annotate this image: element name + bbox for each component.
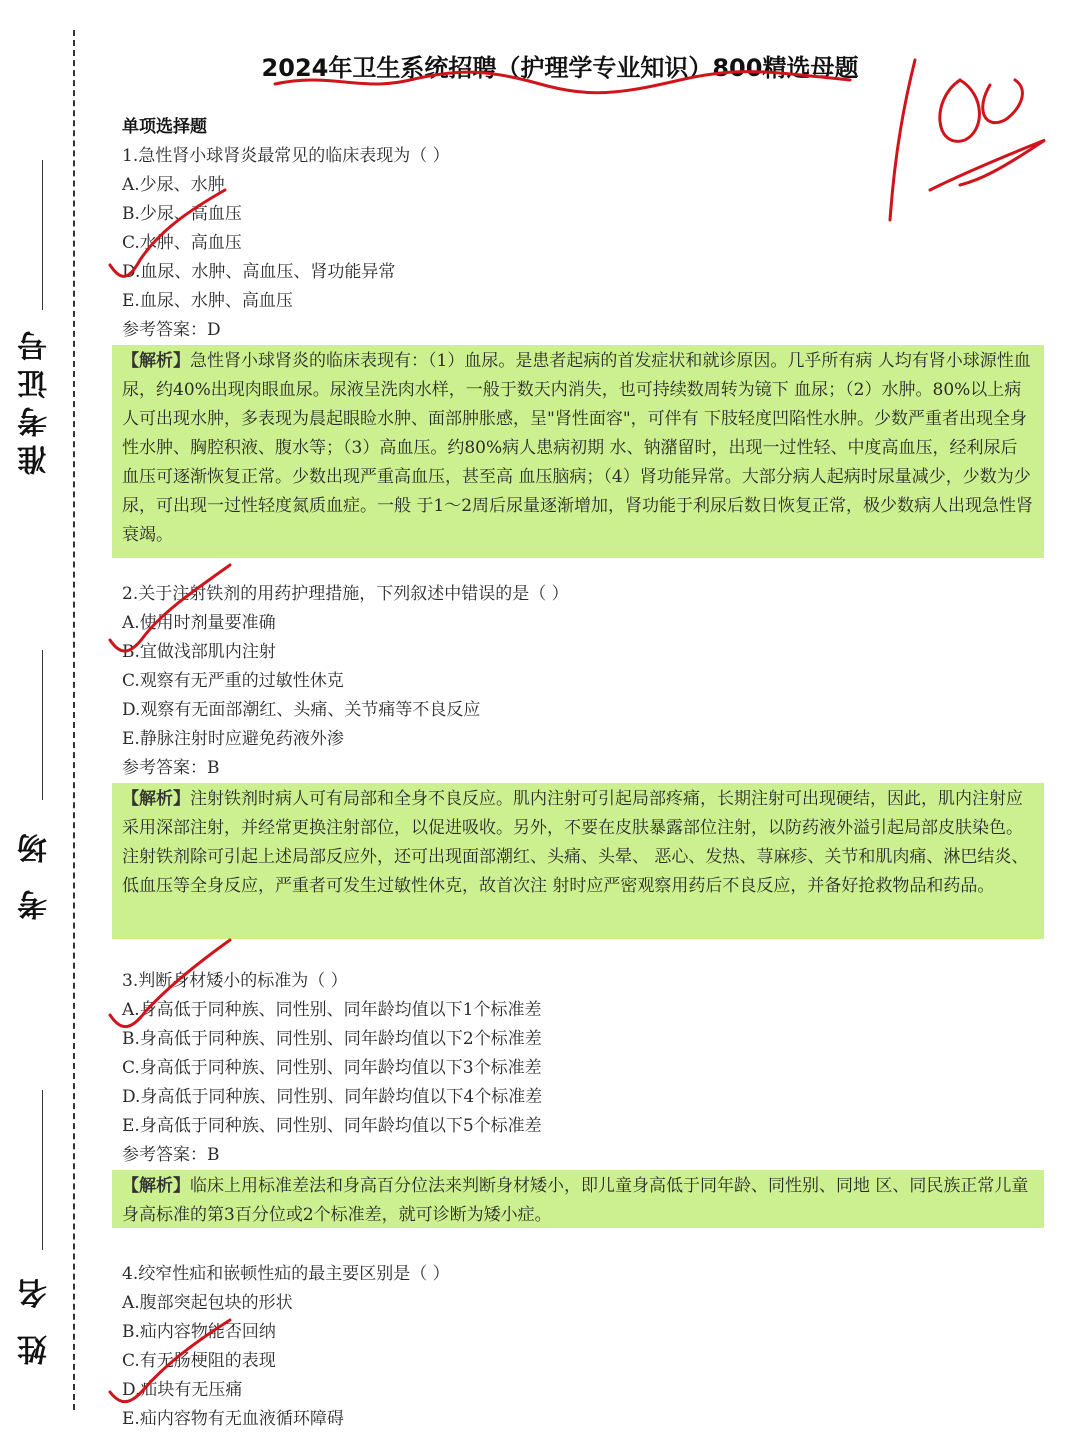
option-c: C.水肿、高血压	[122, 233, 242, 253]
analysis-box	[112, 1170, 1044, 1228]
question-stem: 3.判断身材矮小的标准为（ ）	[122, 971, 348, 991]
answer: 参考答案：B	[122, 758, 220, 778]
question-2	[122, 580, 1052, 939]
room-label: 考 场	[18, 825, 53, 920]
option-e: E.静脉注射时应避免药液外渗	[122, 729, 344, 749]
name-blank	[42, 1090, 43, 1250]
option-d: D.身高低于同种族、同性别、同年龄均值以下4个标准差	[122, 1087, 543, 1107]
analysis-text: 临床上用标准差法和身高百分位法来判断身材矮小，即儿童身高低于同年龄、同性别、同地 区、同民族正常儿童身高标准的第3百分位或2个标准差，就可诊断为矮小症。	[122, 1176, 1029, 1225]
analysis-text: 急性肾小球肾炎的临床表现有：（1）血尿。是患者起病的首发症状和就诊原因。几乎所有病 人均有肾小球源性血尿，约40%出现肉眼血尿。尿液呈洗肉水样，一般于数天内消失，也可持续数周转为镜下 血尿；（2）水肿。80%以上病人可出现水肿，多表现为晨起眼睑水肿、面部肿胀感，呈"肾性面容"，可伴有 下肢轻度凹陷性水肿。少数严重者出现全身性水肿、胸腔积液、腹水等；（3）高血压。约80%病人患病初期 水、钠潴留时，出现一过性轻、中度高血压，经利尿后血压可逐渐恢复正常。少数出现严重高血压，甚至高 血压脑病；（4）肾功能异常。大部分病人起病时尿量减少，少数为少尿，可出现一过性轻度氮质血症。一般 于1～2周后尿量逐渐增加，肾功能于利尿后数日恢复正常，极少数病人出现急性肾衰竭。	[122, 351, 1034, 545]
question-4	[122, 1260, 1052, 1434]
section-heading: 单项选择题	[122, 117, 207, 137]
option-a: A.身高低于同种族、同性别、同年龄均值以下1个标准差	[122, 1000, 542, 1020]
question-stem: 1.急性肾小球肾炎最常见的临床表现为（ ）	[122, 146, 450, 166]
option-e: E.血尿、水肿、高血压	[122, 291, 293, 311]
option-e: E.疝内容物有无血液循环障碍	[122, 1409, 344, 1429]
option-c: C.观察有无严重的过敏性休克	[122, 671, 344, 691]
answer: 参考答案：B	[122, 1145, 220, 1165]
question-stem: 2.关于注射铁剂的用药护理措施，下列叙述中错误的是（ ）	[122, 584, 569, 604]
question-1	[122, 142, 1052, 558]
cut-line	[73, 30, 75, 1410]
analysis-box	[112, 783, 1044, 939]
option-c: C.有无肠梗阻的表现	[122, 1351, 276, 1371]
analysis-box	[112, 345, 1044, 558]
option-c: C.身高低于同种族、同性别、同年龄均值以下3个标准差	[122, 1058, 542, 1078]
room-blank	[42, 650, 43, 800]
name-label: 姓 名	[18, 1270, 53, 1365]
analysis-text: 注射铁剂时病人可有局部和全身不良反应。肌内注射可引起局部疼痛，长期注射可出现硬结，因此，肌内注射应采用深部注射，并经常更换注射部位，以促进吸收。另外，不要在皮肤暴露部位注射，以防药液外溢引起局部皮肤染色。注射铁剂除可引起上述局部反应外，还可出现面部潮红、头痛、头晕、 恶心、发热、荨麻疹、关节和肌肉痛、淋巴结炎、低血压等全身反应，严重者可发生过敏性休克，故首次注 射时应严密观察用药后不良反应，并备好抢救物品和药品。	[122, 789, 1029, 896]
exam-id-label: 准考证号	[18, 323, 53, 475]
option-b: B.宜做浅部肌内注射	[122, 642, 276, 662]
exam-id-blank	[42, 160, 43, 310]
option-b: B.少尿、高血压	[122, 204, 242, 224]
question-list	[122, 112, 1052, 1434]
page-title: 2024年卫生系统招聘（护理学专业知识）800精选母题	[261, 54, 859, 82]
option-d: D.血尿、水肿、高血压、肾功能异常	[122, 262, 396, 282]
option-b: B.疝内容物能否回纳	[122, 1322, 276, 1342]
option-e: E.身高低于同种族、同性别、同年龄均值以下5个标准差	[122, 1116, 542, 1136]
analysis-tag: 【解析】	[122, 351, 190, 371]
answer: 参考答案：D	[122, 320, 221, 340]
question-3	[122, 967, 1052, 1228]
option-d: D.观察有无面部潮红、头痛、关节痛等不良反应	[122, 700, 481, 720]
analysis-tag: 【解析】	[122, 1176, 190, 1196]
option-b: B.身高低于同种族、同性别、同年龄均值以下2个标准差	[122, 1029, 542, 1049]
option-a: A.腹部突起包块的形状	[122, 1293, 293, 1313]
analysis-tag: 【解析】	[122, 789, 190, 809]
option-d: D.疝块有无压痛	[122, 1380, 243, 1400]
option-a: A.使用时剂量要准确	[122, 613, 276, 633]
question-stem: 4.绞窄性疝和嵌顿性疝的最主要区别是（ ）	[122, 1264, 450, 1284]
option-a: A.少尿、水肿	[122, 175, 225, 195]
